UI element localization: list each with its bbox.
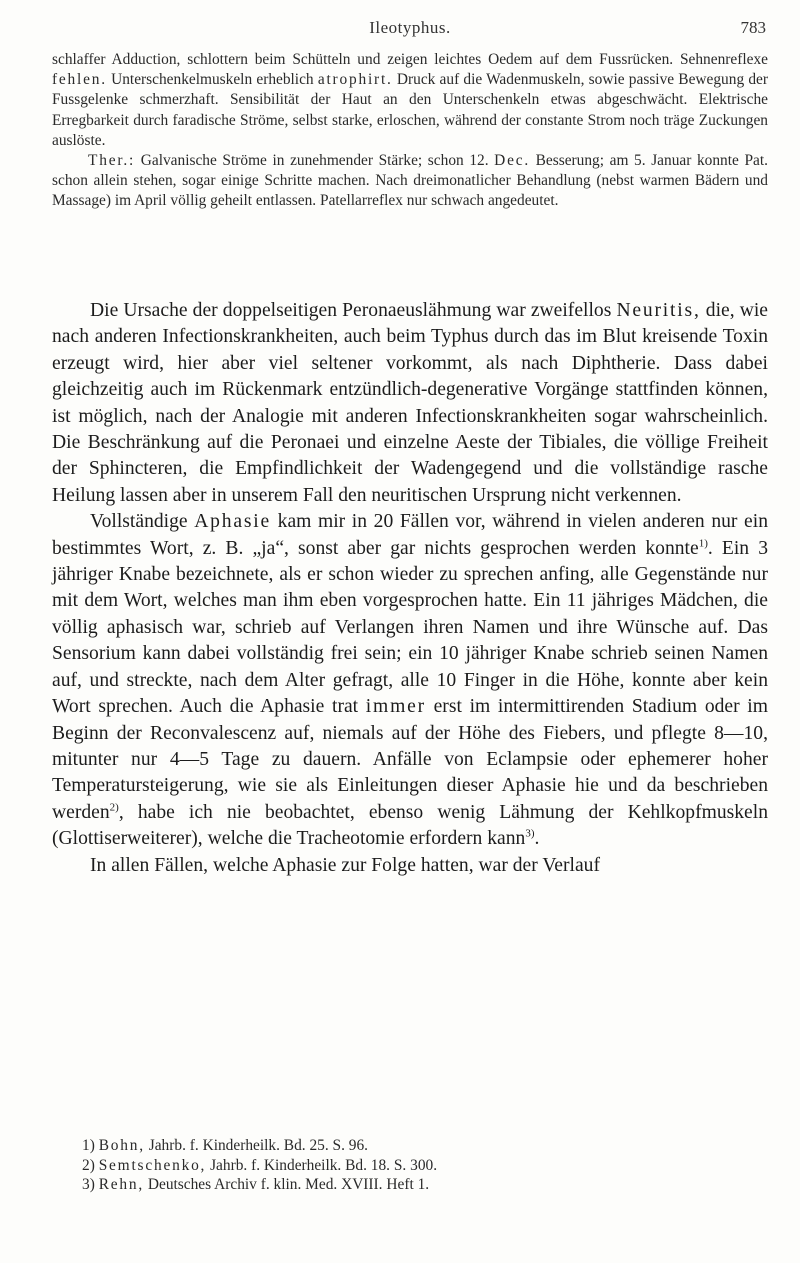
footnote-1 [52,1136,768,1156]
footnote-text: Jahrb. f. Kinderheilk. Bd. 18. S. 300. [206,1156,438,1174]
footnote-text: Jahrb. f. Kinderheilk. Bd. 25. S. 96. [144,1137,369,1154]
text-run: Galvanische Ströme in zunehmender Stärke; schon 12. [135,152,495,170]
therapy-paragraph [52,151,768,212]
text-run: kam mir in 20 Fällen vor, während in vielen anderen nur ein bestimmtes Wort, z. B. „ja“, sonst aber gar nichts gesprochen werden konnte [52,511,768,559]
footnote-ref-2[interactable]: 2) [109,801,119,814]
footnote-ref-1[interactable]: 1) [698,537,708,550]
running-header [52,18,768,44]
text-run: die, wie nach anderen Infectionskrankheiten, auch beim Typhus durch das im Blut kreisende Toxin erzeugt wird, hier aber viel seltener vorkommt, als nach Diphtherie. Dass dabei gleichzeitig auch im Rückenmark entzündlich-degenerative Vorgänge stattfinden können, ist möglich, nach der Analogie mit anderen Infectionskrankheiten sogar wahrscheinlich. Die Beschränkung auf die Peronaei und einzelne Aeste der Tibiales, die völlige Freiheit der Sphincteren, die Empfindlichkeit der Wadengegend und die vollständige rasche Heilung lassen aber in unserem Fall den neuritischen Ursprung nicht verkennen. [52,300,768,506]
spaced-emphasis: Neuritis, [616,300,701,321]
spaced-emphasis: fehlen. [52,71,107,89]
footnote-ref-3[interactable]: 3) [525,827,535,840]
course-paragraph-start: In allen Fällen, welche Aphasie zur Folge hatten, war der Verlauf [90,854,600,876]
footnote-mark: 3) [82,1176,95,1193]
text-run: , habe ich nie beobachtet, ebenso wenig Lähmung der Kehlkopfmuskeln (Glottiserweiterer), welche die Tracheotomie erfordern kann [52,801,768,850]
page-number: 783 [740,18,766,37]
spaced-emphasis: immer [365,696,426,718]
aphasia-paragraph [52,509,768,852]
case-findings-paragraph [52,50,768,151]
spaced-emphasis: atrophirt. [317,71,393,89]
text-run: Die Ursache der doppelseitigen Peronaeuslähmung war zweifellos [90,300,617,321]
text-run: Besserung; am 5. Januar konnte Pat. schon allein stehen, sogar einige Schritte machen. Nach dreimonatlicher Behandlung (nebst warmen Bädern und Massage) im April völlig geheilt entlassen. Patellarreflex nur schwach angedeutet. [52,152,768,210]
running-title: Ileotyphus. [369,18,451,37]
spaced-emphasis: Ther.: [88,152,136,170]
footnote-text: Deutsches Archiv f. klin. Med. XVIII. Heft 1. [144,1176,430,1193]
text-run: Unterschenkelmuskeln erheblich [106,71,318,89]
text-run: schlaffer Adduction, schlottern beim Schütteln und zeigen leichtes Oedem auf dem Fussrücken. Sehnenreflexe [52,51,768,68]
footnote-2 [52,1156,768,1176]
footnote-3 [52,1175,768,1195]
footnote-mark: 2) [82,1156,95,1174]
neuritis-paragraph [52,298,768,509]
text-run: . [534,828,540,850]
footnote-mark: 1) [82,1137,95,1154]
text-run: erst im intermittirenden Stadium oder im Beginn der Reconvalescenz auf, niemals auf der Höhe des Fiebers, und pflegte 8—10, mitunter nur 4—5 Tage zu dauern. Anfälle von Eclampsie oder ephemerer hoher Temperatursteigerung, wie sie als Einleitungen dieser Aphasie hie und da beschrieben werden [52,696,768,823]
text-run: Druck auf die Wadenmuskeln, sowie passive Bewegung der Fussgelenke schmerzhaft. Sensibilität der Haut an den Unterschenkeln etwas abgeschwächt. Elektrische Erregbarkeit durch faradische Ströme, selbst starke, erloschen, während der constante Strom noch träge Zuckungen auslöste. [52,71,768,149]
footnotes [52,1136,768,1195]
spaced-emphasis: Aphasie [194,511,272,533]
main-text-block [52,298,768,879]
text-run: Vollständige [90,511,195,533]
footnote-author: Semtschenko, [98,1156,207,1174]
footnote-author: Bohn, [98,1137,145,1154]
footnote-author: Rehn, [98,1176,145,1193]
spaced-emphasis: Dec. [494,152,530,170]
text-run: . Ein 3 jähriger Knabe bezeichnete, als er schon wieder zu sprechen anfing, alle Gegenstände nur mit dem Wort, welches man ihm eben vorgesprochen hatte. Ein 11 jähriges Mädchen, die völlig aphasisch war, schrieb auf Verlangen ihren Namen und ihre Wünsche auf. Das Sensorium kann dabei vollständig frei sein; ein 10 jähriger Knabe schrieb seinen Namen auf, und streckte, nach dem Alter gefragt, alle 10 Finger in die Höhe, konnte aber kein Wort sprechen. Auch die Aphasie trat [52,537,768,718]
case-report-block [52,50,768,212]
